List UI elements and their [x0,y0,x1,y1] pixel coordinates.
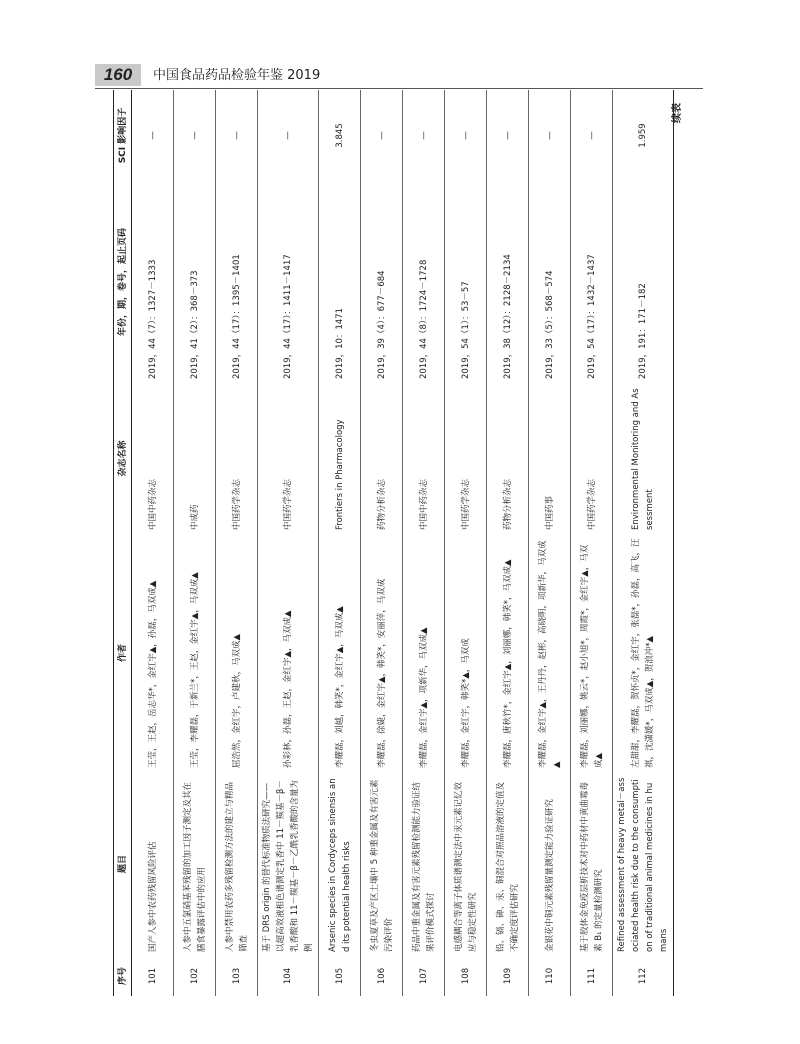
publication-table [113,90,674,996]
cell-impact-factor: — [571,90,613,181]
cell-authors: 屈浩然，金红宇，卢建秋，马双成▲ [216,534,258,772]
cell-authors: 李耀磊，金红宇，韩笑*▲，马双成 [445,534,487,772]
cell-journal: 中国药学杂志 [571,383,613,534]
cell-journal: 中国药事 [529,383,571,534]
table-row [132,90,174,996]
table-row [319,90,361,996]
cell-journal: 药物分析杂志 [361,383,403,534]
cell-impact-factor: 1.959 [613,90,674,181]
table-row [571,90,613,996]
col-header-title: 题目 [114,772,132,956]
cell-title: 电感耦合等离子体质谱测定法中汞元素记忆效应与稳定性研究 [445,772,487,956]
cell-pub: 2019，41（2）：368－373 [174,181,216,383]
table-row [613,90,674,996]
cell-pub: 2019，10：1471 [319,181,361,383]
cell-impact-factor: — [216,90,258,181]
cell-journal: Environmental Monitoring and Assessment [613,383,674,534]
cell-journal: 药物分析杂志 [487,383,529,534]
cell-impact-factor: — [529,90,571,181]
cell-no: 101 [132,956,174,996]
col-header-journal: 杂志名称 [114,383,132,534]
cell-impact-factor: — [403,90,445,181]
cell-no: 111 [571,956,613,996]
cell-impact-factor: — [258,90,319,181]
cell-authors: 李耀磊，刘越，韩笑*，金红宇▲，马双成▲ [319,534,361,772]
cell-no: 104 [258,956,319,996]
cell-no: 106 [361,956,403,996]
table-header-row [114,90,132,996]
table-row [403,90,445,996]
cell-title: Refined assessment of heavy metal－associated health risk due to the consumption of traditional animal medicines in humans [613,772,674,956]
cell-title: 国产人参中农药残留风险评估 [132,772,174,956]
cell-no: 108 [445,956,487,996]
cell-pub: 2019，44（7）：1327－1333 [132,181,174,383]
cell-journal: 中国中药杂志 [132,383,174,534]
cell-no: 109 [487,956,529,996]
cell-authors: 李耀磊，金红宇▲，王丹丹，赵彬，高晓明，项新华，马双成▲ [529,534,571,772]
cell-impact-factor: — [487,90,529,181]
table-row [487,90,529,996]
cell-title: 人参中禁用农药多残留检测方法的建立与精品筛查 [216,772,258,956]
cell-authors: 李耀磊，金红宇▲，项新华，马双成▲ [403,534,445,772]
cell-journal: 中国药学杂志 [445,383,487,534]
col-header-pub: 年份，期，卷号，起止页码 [114,181,132,383]
cell-authors: 左甜甜，李耀磊，贺怀贞*，金红宇，张磊*，孙磊，高飞，汪祺，沈潇媛*，马双成▲，贺浪冲*▲ [613,534,674,772]
cell-title: 铅、镉、砷、汞、铜混合对照品溶液的定值及不确定度评估研究 [487,772,529,956]
cell-pub: 2019，44（17）：1395－1401 [216,181,258,383]
book-title: 中国食品药品检验年鉴 2019 [153,68,321,83]
page-header [95,64,703,88]
table-row [258,90,319,996]
cell-pub: 2019，54（17）：1432－1437 [571,181,613,383]
table-row [216,90,258,996]
table-row [361,90,403,996]
cell-journal: 中国药学杂志 [216,383,258,534]
cell-pub: 2019，54（1）：53－57 [445,181,487,383]
cell-authors: 王莹，李耀磊，于新兰*，王赵，金红宇▲，马双成▲ [174,534,216,772]
cell-no: 105 [319,956,361,996]
cell-authors: 李耀磊，唐秋竹*，金红宇▲，刘丽娜，韩笑*，马双成▲ [487,534,529,772]
cell-pub: 2019，38（12）：2128－2134 [487,181,529,383]
cell-authors: 王莹，王赵，岳志华*，金红宇▲，孙磊，马双成▲ [132,534,174,772]
cell-journal: 中国中药杂志 [403,383,445,534]
cell-journal: Frontiers in Pharmacology [319,383,361,534]
cell-journal: 中成药 [174,383,216,534]
col-header-if: SCI 影响因子 [114,90,132,181]
cell-title: 基于胶体金免疫层析技术对中药材中黄曲霉毒素 B₁ 的定量检测研究 [571,772,613,956]
cell-impact-factor: — [132,90,174,181]
table-body [132,90,674,996]
header-rule [95,88,703,89]
rotated-table-container [113,94,703,996]
cell-title: 药品中重金属及有害元素残留检测能力验证结果评价模式探讨 [403,772,445,956]
cell-impact-factor: 3.845 [319,90,361,181]
cell-title: Arsenic species in Cordyceps sinensis and its potential health risks [319,772,361,956]
cell-title: 金银花中铜元素残留量测定能力验证研究 [529,772,571,956]
cell-title: 人参中五氯硝基苯残留的加工因子测定及其在膳食暴露评估中的应用 [174,772,216,956]
cell-authors: 李耀磊，徐婕，金红宇▲，韩笑*，安丽萍，马双成 [361,534,403,772]
cell-pub: 2019，44（8）：1724－1728 [403,181,445,383]
cell-no: 107 [403,956,445,996]
cell-no: 102 [174,956,216,996]
cell-title: 基于 DRS origin 的替代标准物质法研究——以超高效液相色谱测定乳香中 11－羰基－β－乳香酸和 11－羰基－β－乙酰乳香酸的含量为例 [258,772,319,956]
cell-pub: 2019，44（17）：1411－1417 [258,181,319,383]
cell-no: 112 [613,956,674,996]
cell-no: 103 [216,956,258,996]
cell-title: 冬虫夏草及产区土壤中 5 种重金属及有害元素污染评价 [361,772,403,956]
page-number: 160 [95,64,141,86]
cell-impact-factor: — [361,90,403,181]
cell-pub: 2019，33（5）：568－574 [529,181,571,383]
col-header-authors: 作者 [114,534,132,772]
cell-pub: 2019，191：171－182 [613,181,674,383]
table-row [445,90,487,996]
col-header-no: 序号 [114,956,132,996]
cell-journal: 中国药学杂志 [258,383,319,534]
continued-label: 续表 [672,103,683,123]
cell-authors: 李耀磊，刘丽娜，姚云*，赵小旭*，周霞*，金红宇▲，马双成▲ [571,534,613,772]
cell-authors: 孙彩林，孙磊，王赵，金红宇▲，马双成▲ [258,534,319,772]
cell-impact-factor: — [445,90,487,181]
table-row [174,90,216,996]
cell-pub: 2019，39（4）：677－684 [361,181,403,383]
cell-no: 110 [529,956,571,996]
cell-impact-factor: — [174,90,216,181]
table-row [529,90,571,996]
